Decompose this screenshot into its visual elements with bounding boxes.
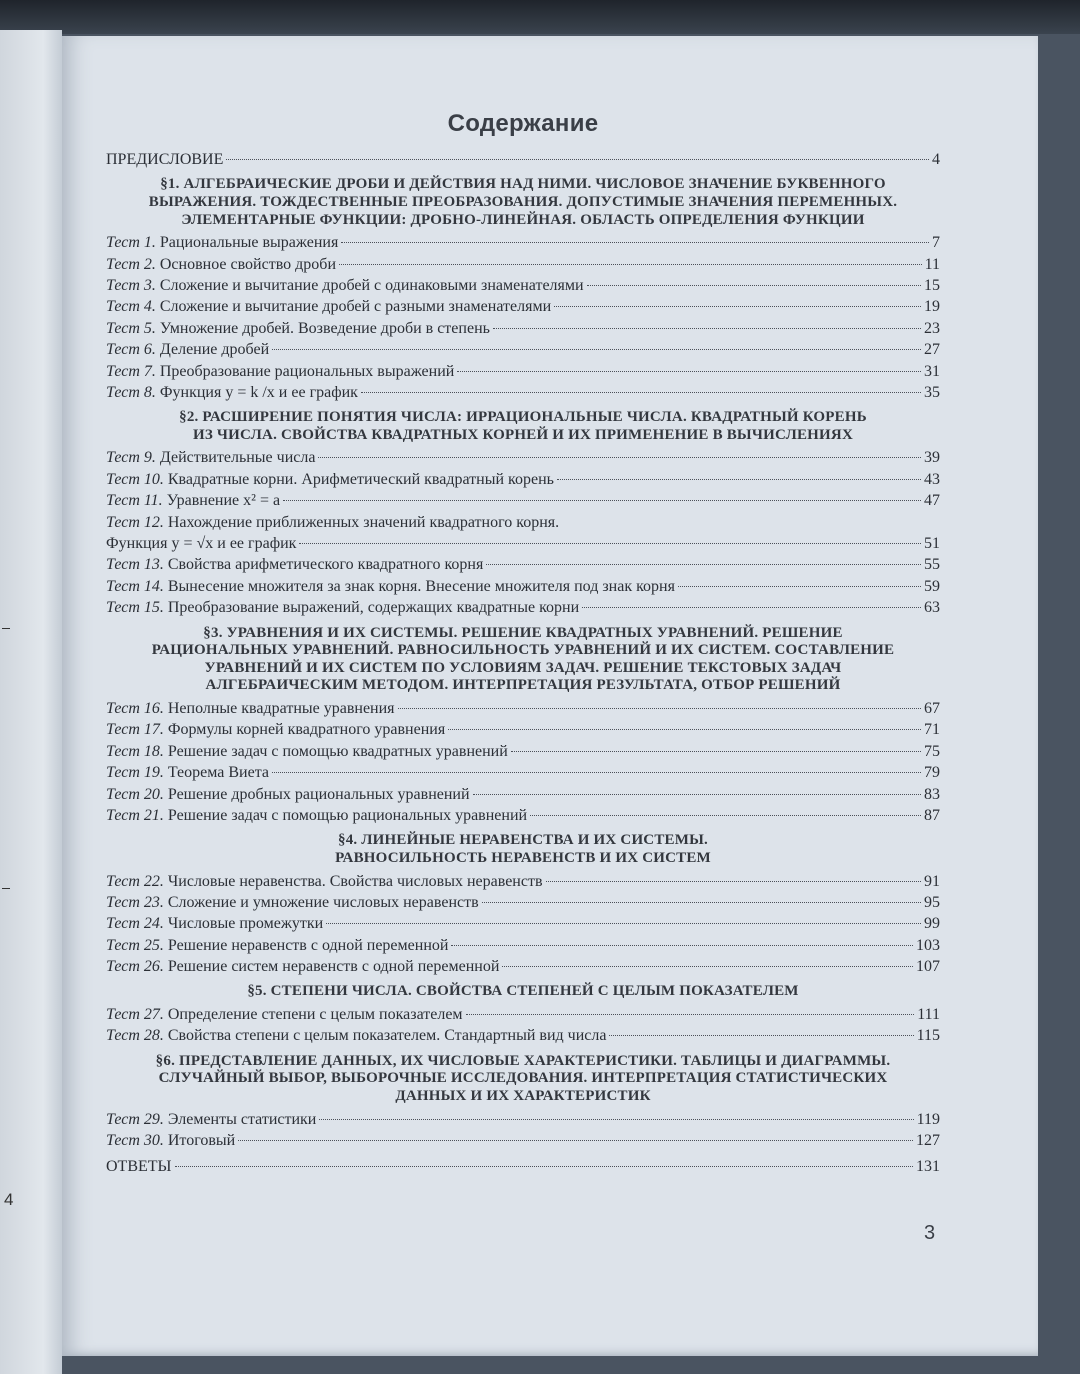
test-title: Нахождение приближенных значений квадратного корня. xyxy=(167,513,560,531)
test-title: Вынесение множителя за знак корня. Внесение множителя под знак корня xyxy=(167,577,675,595)
section-heading xyxy=(106,625,940,695)
section-heading xyxy=(106,983,940,1001)
toc-entry-label xyxy=(106,805,527,826)
test-title: Сложение и вычитание дробей с одинаковыми знаменателями xyxy=(159,276,584,294)
toc-entry xyxy=(106,512,940,533)
toc-entry-label xyxy=(106,318,490,339)
toc-entry-label xyxy=(106,490,280,511)
toc-page-number: 99 xyxy=(924,915,940,933)
leader-dots xyxy=(486,564,921,565)
toc-entry-label xyxy=(106,1130,235,1151)
toc-page-number: 79 xyxy=(924,764,940,782)
toc-entry-label xyxy=(106,339,269,360)
leader-dots xyxy=(502,966,913,967)
leader-dots xyxy=(318,457,921,458)
toc-page-number: 63 xyxy=(924,599,940,617)
test-title: Решение систем неравенств с одной переменной xyxy=(167,958,500,976)
test-number: Тест 2. xyxy=(106,255,156,273)
toc-entry xyxy=(106,597,940,618)
toc-page-number: 67 xyxy=(924,699,940,717)
toc-entry xyxy=(106,892,940,913)
toc-entry-label xyxy=(106,254,336,275)
toc-entry xyxy=(106,1109,940,1130)
toc-entry-label xyxy=(106,913,323,934)
toc-entry xyxy=(106,254,940,275)
toc-entry-label xyxy=(106,871,543,892)
leader-dots xyxy=(609,1035,913,1036)
test-title: Функция y = k /x и ее график xyxy=(159,383,358,401)
test-number: Тест 19. xyxy=(106,764,164,782)
test-title: Решение задач с помощью квадратных уравнений xyxy=(167,742,508,760)
section-heading-line: §2. РАСШИРЕНИЕ ПОНЯТИЯ ЧИСЛА: ИРРАЦИОНАЛЬНЫЕ ЧИСЛА. КВАДРАТНЫЙ КОРЕНЬ xyxy=(179,409,867,426)
toc-page-number: 43 xyxy=(924,470,940,488)
leader-dots xyxy=(557,479,921,480)
test-title: Свойства арифметического квадратного корня xyxy=(167,556,484,574)
test-number: Тест 22. xyxy=(106,872,164,890)
test-number: Тест 26. xyxy=(106,958,164,976)
test-number: Тест 3. xyxy=(106,276,156,294)
toc-page-number: 55 xyxy=(924,556,940,574)
test-title: Рациональные выражения xyxy=(159,234,339,252)
toc-entry-answers xyxy=(106,1156,940,1177)
leader-dots xyxy=(283,500,921,501)
toc-entry xyxy=(106,698,940,719)
leader-dots xyxy=(451,945,913,946)
section-heading-line: РАЦИОНАЛЬНЫХ УРАВНЕНИЙ. РАВНОСИЛЬНОСТЬ УРАВНЕНИЙ И ИХ СИСТЕМ. СОСТАВЛЕНИЕ xyxy=(151,642,895,659)
leader-dots xyxy=(272,349,921,350)
test-number: Тест 30. xyxy=(106,1132,164,1150)
section-heading-line: ДАННЫХ И ИХ ХАРАКТЕРИСТИК xyxy=(395,1088,651,1105)
test-number: Тест 1. xyxy=(106,234,156,252)
test-title: Свойства степени с целым показателем. Стандартный вид числа xyxy=(167,1027,607,1045)
test-number: Тест 25. xyxy=(106,936,164,954)
toc-entry-label xyxy=(106,784,470,805)
section-heading-line: ИЗ ЧИСЛА. СВОЙСТВА КВАДРАТНЫХ КОРНЕЙ И ИХ ПРИМЕНЕНИЕ В ВЫЧИСЛЕНИЯХ xyxy=(193,426,853,443)
test-number: Тест 8. xyxy=(106,383,156,401)
toc-page-number: 83 xyxy=(924,785,940,803)
toc-entry xyxy=(106,784,940,805)
toc-entry-label xyxy=(106,935,448,956)
leader-dots xyxy=(546,881,921,882)
test-title: Числовые неравенства. Свойства числовых неравенств xyxy=(167,872,543,890)
leader-dots xyxy=(457,371,921,372)
test-number: Тест 9. xyxy=(106,449,156,467)
toc-entry-label xyxy=(106,533,296,554)
test-title: Квадратные корни. Арифметический квадратный корень xyxy=(167,470,554,488)
toc-entry-label xyxy=(106,361,454,382)
section-heading-line: АЛГЕБРАИЧЕСКИМ МЕТОДОМ. ИНТЕРПРЕТАЦИЯ РЕЗУЛЬТАТА, ОТБОР РЕШЕНИЙ xyxy=(205,677,841,694)
toc-entry xyxy=(106,871,940,892)
test-number: Тест 13. xyxy=(106,556,164,574)
leader-dots xyxy=(466,1014,915,1015)
toc-entry-label xyxy=(106,719,445,740)
section-heading-line: ЭЛЕМЕНТАРНЫЕ ФУНКЦИИ: ДРОБНО-ЛИНЕЙНАЯ. ОБЛАСТЬ ОПРЕДЕЛЕНИЯ ФУНКЦИИ xyxy=(181,211,865,228)
toc-entry xyxy=(106,935,940,956)
toc-sections xyxy=(106,176,940,1151)
leader-dots xyxy=(511,751,921,752)
leader-dots xyxy=(238,1140,913,1141)
toc-page-number: 75 xyxy=(924,742,940,760)
test-title: Преобразование выражений, содержащих квадратные корни xyxy=(167,599,580,617)
test-number: Тест 29. xyxy=(106,1110,164,1128)
toc-entry xyxy=(106,913,940,934)
toc-page-number: 59 xyxy=(924,577,940,595)
toc-entry xyxy=(106,382,940,403)
toc-entry-label xyxy=(106,1109,316,1130)
section-heading-line: §5. СТЕПЕНИ ЧИСЛА. СВОЙСТВА СТЕПЕНЕЙ С ЦЕЛЫМ ПОКАЗАТЕЛЕМ xyxy=(247,983,799,1000)
leader-dots xyxy=(587,285,921,286)
toc-entry xyxy=(106,719,940,740)
test-title: Действительные числа xyxy=(159,449,316,467)
toc-page-number: 131 xyxy=(916,1158,940,1176)
edge-page-number: 4 xyxy=(4,1190,14,1209)
toc-entry xyxy=(106,469,940,490)
leader-dots xyxy=(473,794,921,795)
section-heading-line: РАВНОСИЛЬНОСТЬ НЕРАВЕНСТВ И ИХ СИСТЕМ xyxy=(335,849,711,866)
leader-dots xyxy=(361,392,921,393)
toc-entry-label: ОТВЕТЫ xyxy=(106,1158,172,1176)
toc-entry xyxy=(106,1130,940,1151)
test-number: Тест 12. xyxy=(106,513,164,531)
toc-page-number: 15 xyxy=(924,276,940,294)
table-of-contents xyxy=(106,110,940,1178)
leader-dots xyxy=(482,902,921,903)
edge-mark xyxy=(2,888,10,889)
test-number: Тест 11. xyxy=(106,492,163,510)
toc-entry-label xyxy=(106,232,338,253)
section-heading xyxy=(106,409,940,444)
toc-page-number: 31 xyxy=(924,362,940,380)
toc-entry xyxy=(106,339,940,360)
test-title: Основное свойство дроби xyxy=(159,255,336,273)
section-heading xyxy=(106,832,940,867)
page-title: Содержание xyxy=(447,110,599,137)
toc-entry-label xyxy=(106,762,269,783)
test-title: Неполные квадратные уравнения xyxy=(167,699,395,717)
toc-entry xyxy=(106,275,940,296)
test-title: Формулы корней квадратного уравнения xyxy=(167,721,446,739)
toc-entry-label xyxy=(106,597,579,618)
test-title: Деление дробей xyxy=(159,341,270,359)
toc-page-number: 111 xyxy=(917,1006,940,1024)
toc-page-number: 4 xyxy=(932,151,940,168)
toc-entry-label xyxy=(106,447,315,468)
test-number: Тест 28. xyxy=(106,1027,164,1045)
toc-entry xyxy=(106,576,940,597)
leader-dots xyxy=(398,708,921,709)
toc-page-number: 27 xyxy=(924,341,940,359)
leader-dots xyxy=(554,306,921,307)
test-number: Тест 16. xyxy=(106,699,164,717)
test-title: Элементы статистики xyxy=(167,1110,317,1128)
toc-entry-label xyxy=(106,554,483,575)
test-title: Уравнение x² = a xyxy=(166,492,281,510)
toc-entry xyxy=(106,318,940,339)
test-number: Тест 6. xyxy=(106,341,156,359)
leader-dots xyxy=(339,264,922,265)
toc-page-number: 47 xyxy=(924,492,940,510)
test-title: Числовые промежутки xyxy=(167,915,324,933)
toc-page-number: 95 xyxy=(924,893,940,911)
toc-entry xyxy=(106,361,940,382)
toc-page-number: 11 xyxy=(924,255,940,273)
test-number: Тест 14. xyxy=(106,577,164,595)
test-number: Тест 10. xyxy=(106,470,164,488)
toc-entry xyxy=(106,533,940,554)
toc-page-number: 7 xyxy=(932,234,940,252)
test-title: Решение дробных рациональных уравнений xyxy=(167,785,470,803)
toc-entry-label xyxy=(106,512,559,533)
test-title: Сложение и вычитание дробей с разными знаменателями xyxy=(159,298,552,316)
test-title: Определение степени с целым показателем xyxy=(167,1006,463,1024)
toc-entry-label xyxy=(106,296,551,317)
toc-page-number: 19 xyxy=(924,298,940,316)
leader-dots xyxy=(530,815,921,816)
toc-entry-label xyxy=(106,576,675,597)
test-number: Тест 4. xyxy=(106,298,156,316)
section-heading-line: УРАВНЕНИЙ И ИХ СИСТЕМ ПО УСЛОВИЯМ ЗАДАЧ. РЕШЕНИЕ ТЕКСТОВЫХ ЗАДАЧ xyxy=(204,659,842,676)
test-title: Решение неравенств с одной переменной xyxy=(167,936,449,954)
toc-entry xyxy=(106,762,940,783)
test-title: Функция y = √x и ее график xyxy=(106,535,297,553)
leader-dots xyxy=(299,543,921,544)
toc-page-number: 107 xyxy=(916,958,940,976)
toc-entry-label xyxy=(106,698,395,719)
test-number: Тест 20. xyxy=(106,785,164,803)
section-heading-line: §6. ПРЕДСТАВЛЕНИЕ ДАННЫХ, ИХ ЧИСЛОВЫЕ ХАРАКТЕРИСТИКИ. ТАБЛИЦЫ И ДИАГРАММЫ. xyxy=(155,1052,891,1069)
toc-page-number: 23 xyxy=(924,319,940,337)
toc-entry-label: ПРЕДИСЛОВИЕ xyxy=(106,151,224,168)
toc-entry xyxy=(106,232,940,253)
toc-entry-label xyxy=(106,1025,606,1046)
toc-entry xyxy=(106,741,940,762)
section-heading xyxy=(106,1053,940,1106)
toc-entry xyxy=(106,296,940,317)
test-title: Преобразование рациональных выражений xyxy=(159,362,455,380)
toc-page-number: 39 xyxy=(924,449,940,467)
toc-entry-label xyxy=(106,275,584,296)
test-number: Тест 23. xyxy=(106,893,164,911)
test-number: Тест 18. xyxy=(106,742,164,760)
leader-dots xyxy=(175,1166,914,1167)
test-number: Тест 27. xyxy=(106,1006,164,1024)
section-heading-line: ВЫРАЖЕНИЯ. ТОЖДЕСТВЕННЫЕ ПРЕОБРАЗОВАНИЯ. ДОПУСТИМЫЕ ЗНАЧЕНИЯ ПЕРЕМЕННЫХ. xyxy=(148,193,898,210)
toc-page-number: 71 xyxy=(924,721,940,739)
section-heading-line: §4. ЛИНЕЙНЫЕ НЕРАВЕНСТВА И ИХ СИСТЕМЫ. xyxy=(338,832,708,849)
test-number: Тест 15. xyxy=(106,599,164,617)
toc-entry xyxy=(106,1004,940,1025)
page-number: 3 xyxy=(924,1222,936,1244)
toc-entry-label xyxy=(106,1004,463,1025)
toc-entry xyxy=(106,490,940,511)
scanner-edge xyxy=(0,0,1080,34)
test-number: Тест 5. xyxy=(106,319,156,337)
toc-page-number: 119 xyxy=(916,1110,940,1128)
leader-dots xyxy=(272,772,921,773)
toc-page-number: 87 xyxy=(924,806,940,824)
toc-entry-label xyxy=(106,956,499,977)
toc-entry-label xyxy=(106,892,479,913)
test-number: Тест 21. xyxy=(106,806,164,824)
toc-entry-label xyxy=(106,741,508,762)
leader-dots xyxy=(582,607,921,608)
test-number: Тест 17. xyxy=(106,721,164,739)
leader-dots xyxy=(226,159,929,160)
previous-page-edge xyxy=(0,30,62,1374)
leader-dots xyxy=(319,1119,913,1120)
toc-page-number: 51 xyxy=(924,535,940,553)
test-number: Тест 7. xyxy=(106,362,156,380)
test-title: Сложение и умножение числовых неравенств xyxy=(167,893,479,911)
toc-entry xyxy=(106,554,940,575)
toc-entry xyxy=(106,805,940,826)
toc-entry-label xyxy=(106,382,358,403)
toc-entry xyxy=(106,956,940,977)
toc-page-number: 103 xyxy=(916,936,940,954)
leader-dots xyxy=(326,923,921,924)
test-title: Решение задач с помощью рациональных уравнений xyxy=(167,806,528,824)
toc-page-number: 127 xyxy=(916,1132,940,1150)
toc-entry xyxy=(106,1025,940,1046)
section-heading-line: §1. АЛГЕБРАИЧЕСКИЕ ДРОБИ И ДЕЙСТВИЯ НАД НИМИ. ЧИСЛОВОЕ ЗНАЧЕНИЕ БУКВЕННОГО xyxy=(160,176,886,193)
toc-entry-preface xyxy=(106,149,940,170)
edge-mark xyxy=(2,628,10,629)
leader-dots xyxy=(493,328,921,329)
test-title: Умножение дробей. Возведение дроби в степень xyxy=(159,319,490,337)
test-number: Тест 24. xyxy=(106,915,164,933)
section-heading-line: СЛУЧАЙНЫЙ ВЫБОР, ВЫБОРОЧНЫЕ ИССЛЕДОВАНИЯ. ИНТЕРПРЕТАЦИЯ СТАТИСТИЧЕСКИХ xyxy=(158,1070,888,1087)
leader-dots xyxy=(448,729,921,730)
toc-entry xyxy=(106,447,940,468)
toc-page-number: 91 xyxy=(924,872,940,890)
leader-dots xyxy=(678,586,921,587)
toc-page-number: 115 xyxy=(916,1027,940,1045)
test-title: Теорема Виета xyxy=(167,764,269,782)
section-heading-line: §3. УРАВНЕНИЯ И ИХ СИСТЕМЫ. РЕШЕНИЕ КВАДРАТНЫХ УРАВНЕНИЙ. РЕШЕНИЕ xyxy=(203,624,843,641)
toc-page-number: 35 xyxy=(924,383,940,401)
section-heading xyxy=(106,176,940,229)
leader-dots xyxy=(341,242,929,243)
toc-entry-label xyxy=(106,469,554,490)
test-title: Итоговый xyxy=(167,1132,236,1150)
